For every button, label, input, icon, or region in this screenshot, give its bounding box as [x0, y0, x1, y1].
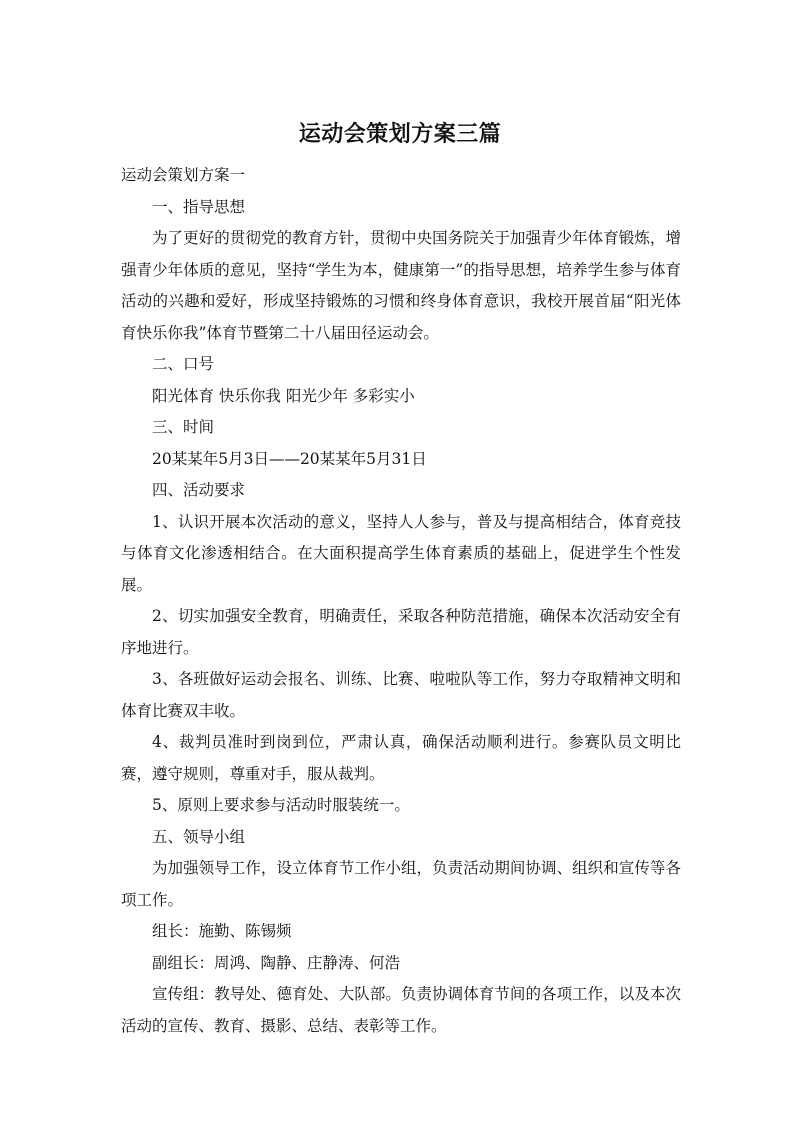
paragraph: 1、认识开展本次活动的意义，坚持人人参与，普及与提高相结合，体育竞技与体育文化渗透相结合。在大面积提高学生体育素质的基础上，促进学生个性发展。 — [121, 512, 681, 594]
paragraph: 20某某年5月3日——20某某年5月31日 — [152, 449, 427, 468]
heading-guiding-ideology: 一、指导思想 — [152, 197, 246, 216]
paragraph: 2、切实加强安全教育，明确责任，采取各种防范措施，确保本次活动安全有序地进行。 — [121, 607, 681, 657]
heading-requirements: 四、活动要求 — [152, 481, 246, 499]
heading-time: 三、时间 — [152, 418, 215, 436]
paragraph: 4、裁判员准时到岗到位，严肃认真，确保活动顺利进行。参赛队员文明比赛，遵守规则，尊重对手，服从裁判。 — [121, 733, 681, 783]
paragraph: 宣传组：教导处、德育处、大队部。负责协调体育节间的各项工作，以及本次活动的宣传、教育、摄影、总结、表彰等工作。 — [121, 985, 681, 1035]
paragraph: 组长：施勤、陈锡频 — [152, 922, 292, 940]
heading-slogan: 二、口号 — [152, 355, 215, 373]
paragraph: 3、各班做好运动会报名、训练、比赛、啦啦队等工作，努力夺取精神文明和体育比赛双丰收。 — [121, 670, 681, 720]
paragraph: 为加强领导工作，设立体育节工作小组，负责活动期间协调、组织和宣传等各项工作。 — [121, 859, 681, 909]
paragraph: 阳光体育 快乐你我 阳光少年 多彩实小 — [152, 386, 415, 405]
section-heading: 运动会策划方案一 — [121, 166, 246, 184]
paragraph: 5、原则上要求参与活动时服装统一。 — [152, 796, 410, 814]
paragraph: 为了更好的贯彻党的教育方针，贯彻中央国务院关于加强青少年体育锻炼，增强青少年体质的意见，坚持“学生为本，健康第一”的指导思想，培养学生参与体育活动的兴趣和爱好，形成坚持锻炼的习惯和终身体育意识，我校开展首届“阳光体育快乐你我”体育节暨第二十八届田径运动会。 — [121, 229, 681, 342]
document-body — [121, 160, 681, 1042]
document-title: 运动会策划方案三篇 — [298, 122, 502, 147]
paragraph: 副组长：周鸿、陶静、庄静涛、何浩 — [152, 953, 401, 972]
heading-leadership-group: 五、领导小组 — [152, 827, 246, 846]
